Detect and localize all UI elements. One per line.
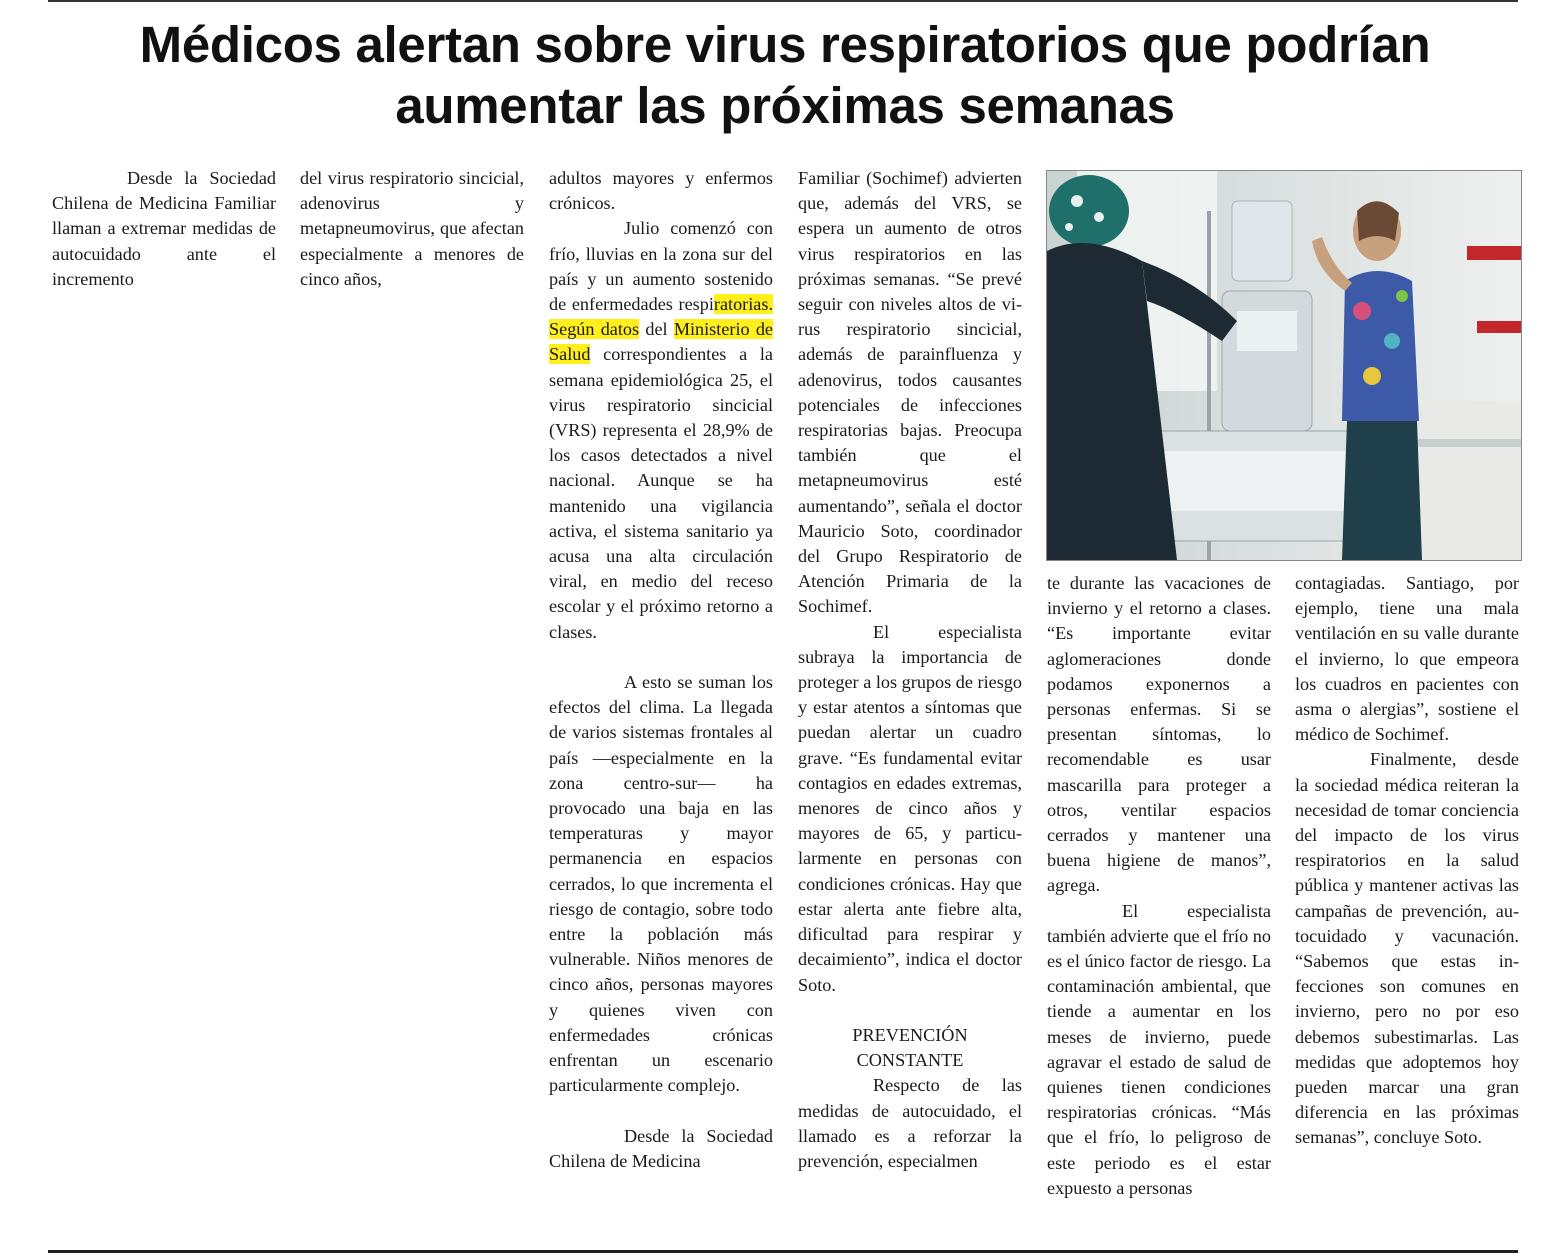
hospital-scene-illustration xyxy=(1047,171,1521,560)
paragraph: Familiar (Sochimef) advierten que, además del VRS, se espera un aumento de otros virus respiratorios en las próximas semanas. “Se prevé seguir con niveles altos de virus respiratorio sincicial, además de parainfluenza y adenovirus, todos causantes potenciales de infecciones respiratorias bajas. Preocupa también que el metapneumovirus esté aumentando”, señala el doctor Mauricio Soto, coordinador del Grupo Respiratorio de Atención Primaria de la Sochimef. xyxy=(798,168,1022,617)
text-run: del xyxy=(639,319,674,340)
top-rule xyxy=(48,0,1518,2)
highlight-ministerio: Ministerio de Salud xyxy=(549,319,773,365)
paragraph: El especialista subraya la importancia de proteger a los grupos de riesgo y estar atentos a síntomas que puedan alertar un cuadro grave. “Es fundamental evitar contagios en edades extremas, menores de cinco años y mayores de 65, y particularmente en personas con condiciones crónicas. Hay que estar alerta ante fiebre alta, dificultad para respirar y decaimiento”, indica el doctor Soto. xyxy=(798,621,1022,995)
headline: Médicos alertan sobre virus respiratorios que podrían aumentar las próximas semanas xyxy=(139,16,1431,134)
news-photo xyxy=(1046,170,1522,561)
article-column-6 xyxy=(1295,571,1519,1151)
paragraph: del virus respiratorio sincicial, adenovirus y metapneumovirus, que afectan especialmente a menores de cinco años, xyxy=(300,168,524,289)
paragraph: Respecto de las medidas de autocuidado, el llamado es a reforzar la prevención, especialmen xyxy=(798,1075,1022,1171)
paragraph: adultos mayores y enfermos crónicos. xyxy=(549,168,773,214)
highlight-segundatos: ratorias. Según datos xyxy=(549,294,773,340)
paragraph-highlighted xyxy=(549,216,773,644)
article-column-2 xyxy=(300,166,524,292)
paragraph: Finalmente, desde la sociedad médica reiteran la necesidad de tomar conciencia del impacto de los virus respiratorios en la salud pública y mantener activas las campañas de prevención, autocuidado y vacunación. “Sabemos que estas infecciones son comunes en invierno, pero no por eso debemos subestimarlas. Las medidas que adoptemos hoy pueden marcar una gran diferencia en las próximas semanas”, concluye Soto. xyxy=(1295,749,1519,1148)
paragraph: Desde la Sociedad Chilena de Medicina Familiar llaman a extremar medidas de autocuidado ante el incremento xyxy=(52,168,276,289)
article-column-3 xyxy=(549,166,773,1174)
paragraph: El especialista también advierte que el frío no es el único factor de riesgo. La contaminación ambiental, que tiende a aumentar en los meses de invierno, puede agravar el estado de salud de quienes tienen condiciones respiratorias crónicas. “Más que el frío, lo peligroso de este periodo es el estar expuesto a personas xyxy=(1047,900,1271,1198)
article-column-4 xyxy=(798,166,1022,1174)
article-column-5 xyxy=(1047,571,1271,1201)
subheading: PREVENCIÓN CONSTANTE xyxy=(852,1024,968,1071)
paragraph: contagiadas. Santiago, por ejemplo, tiene una mala ventilación en su valle durante el invierno, lo que empeora los cuadros en pacientes con asma o alergias”, sostiene el médico de Sochimef. xyxy=(1295,573,1519,745)
article-column-1 xyxy=(52,166,276,292)
paragraph: A esto se suman los efectos del clima. La llegada de varios sistemas frontales al país —especialmente en la zona centro-sur— ha provocado una baja en las temperaturas y mayor permanencia en espacios cerrados, lo que incrementa el riesgo de contagio, sobre todo entre la población más vulnerable. Niños menores de cinco años, personas mayores y quienes viven con enfermedades crónicas enfrentan un escenario particularmente complejo. xyxy=(549,672,773,1096)
bottom-rule xyxy=(48,1250,1518,1253)
text-run: Julio comenzó con frío, lluvias en la zona sur del país y un aumento sostenido de enfermedades respi xyxy=(549,218,773,315)
paragraph: Desde la Sociedad Chilena de Medicina xyxy=(549,1125,773,1171)
text-run: correspondientes a la semana epidemiológica 25, el virus respiratorio sincicial (VRS) representa el 28,9% de los casos detectados a nivel nacional. Aunque se ha mantenido una vigilancia activa, el sistema sanitario ya acusa una alta circulación viral, en medio del receso escolar y el próximo retorno a clases. xyxy=(549,344,773,642)
paragraph: te durante las vacaciones de invierno y el retorno a clases. “Es importante evitar aglomeraciones donde podamos exponernos a personas enfermas. Si se presentan síntomas, lo recomendable es usar mascarilla para proteger a otros, ventilar espacios cerrados y mantener una buena higiene de manos”, agrega. xyxy=(1047,573,1271,896)
